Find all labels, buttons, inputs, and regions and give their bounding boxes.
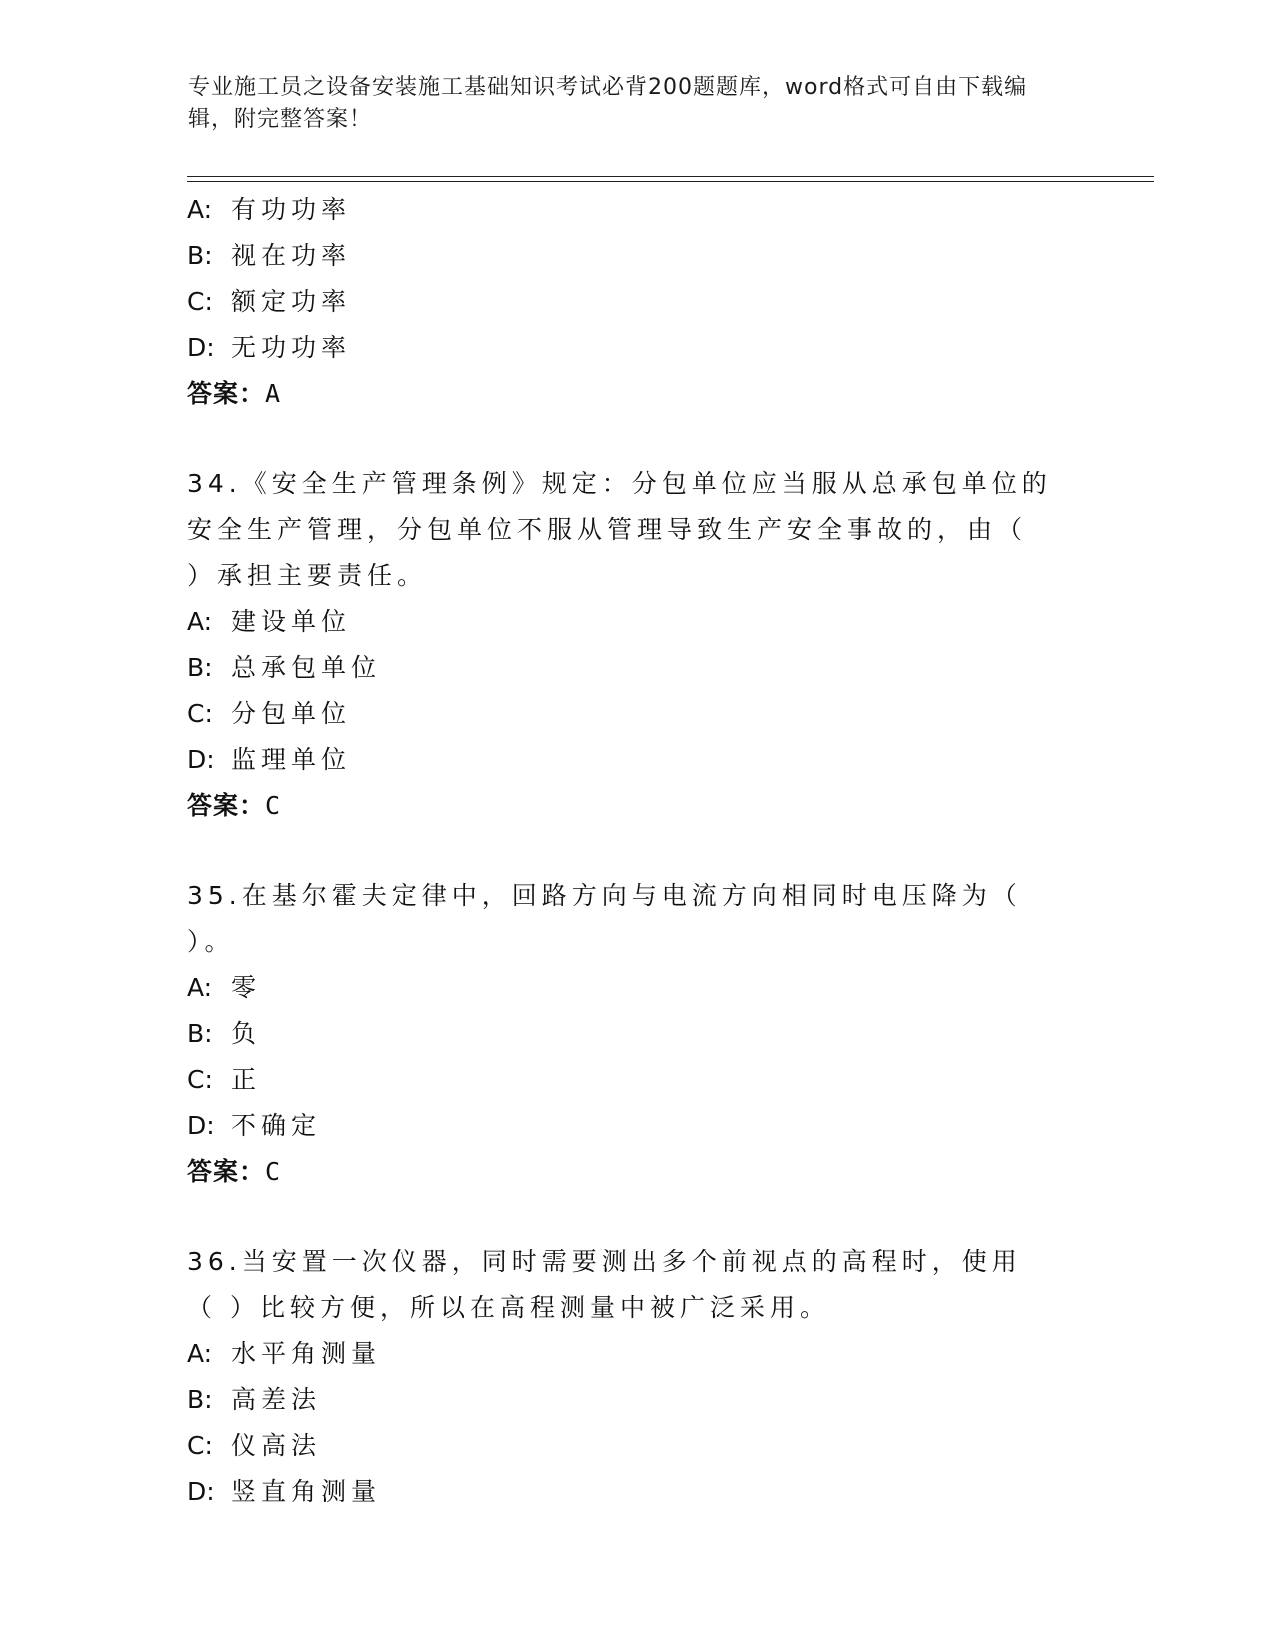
option-c xyxy=(187,691,1087,737)
document-header: 专业施工员之设备安装施工基础知识考试必背200题题库，word格式可自由下载编辑，附完整答案！ xyxy=(188,75,1028,132)
answer-label: 答案： xyxy=(187,791,266,820)
option-a xyxy=(187,965,1087,1011)
option-text: 有功功率 xyxy=(231,195,352,224)
option-a xyxy=(187,1331,1087,1377)
option-text: 建设单位 xyxy=(231,607,352,636)
header-divider-bottom xyxy=(187,181,1154,182)
option-key: A: xyxy=(187,195,213,224)
option-d xyxy=(187,1469,1087,1515)
option-text: 无功功率 xyxy=(231,333,352,362)
option-key: B: xyxy=(187,1019,213,1048)
option-key: D: xyxy=(187,1477,215,1506)
question-33 xyxy=(187,187,1087,417)
option-c xyxy=(187,279,1087,325)
answer-value: C xyxy=(265,791,282,820)
answer-label: 答案： xyxy=(187,1157,266,1186)
option-key: B: xyxy=(187,241,213,270)
answer-value: C xyxy=(265,1157,282,1186)
option-key: D: xyxy=(187,1111,215,1140)
option-d xyxy=(187,1103,1087,1149)
option-text: 监理单位 xyxy=(231,745,352,774)
option-key: D: xyxy=(187,333,215,362)
option-c xyxy=(187,1057,1087,1103)
option-text: 不确定 xyxy=(231,1111,322,1140)
option-key: A: xyxy=(187,607,213,636)
option-key: D: xyxy=(187,745,215,774)
option-key: B: xyxy=(187,653,213,682)
option-text: 水平角测量 xyxy=(231,1339,382,1368)
question-36 xyxy=(187,1239,1087,1515)
spacer xyxy=(187,1195,1087,1239)
option-key: B: xyxy=(187,1385,213,1414)
option-c xyxy=(187,1423,1087,1469)
answer-line xyxy=(187,1149,1087,1195)
question-stem: 35.在基尔霍夫定律中，回路方向与电流方向相同时电压降为（ ）。 xyxy=(187,881,1022,956)
answer-line xyxy=(187,783,1087,829)
option-b xyxy=(187,233,1087,279)
option-key: C: xyxy=(187,1431,213,1460)
option-a xyxy=(187,187,1087,233)
answer-value: A xyxy=(265,379,282,408)
option-text: 分包单位 xyxy=(231,699,352,728)
option-text: 高差法 xyxy=(231,1385,322,1414)
option-b xyxy=(187,1011,1087,1057)
option-text: 正 xyxy=(231,1065,262,1094)
question-34 xyxy=(187,461,1087,829)
option-b xyxy=(187,1377,1087,1423)
option-text: 负 xyxy=(231,1019,262,1048)
option-text: 竖直角测量 xyxy=(231,1477,382,1506)
option-b xyxy=(187,645,1087,691)
option-text: 视在功率 xyxy=(231,241,352,270)
option-text: 仪高法 xyxy=(231,1431,322,1460)
question-stem: 36.当安置一次仪器，同时需要测出多个前视点的高程时，使用（ ）比较方便，所以在高程测量中被广泛采用。 xyxy=(187,1247,1022,1322)
option-d xyxy=(187,325,1087,371)
option-text: 额定功率 xyxy=(231,287,352,316)
option-key: C: xyxy=(187,1065,213,1094)
header-divider-top xyxy=(187,176,1154,177)
spacer xyxy=(187,829,1087,873)
option-text: 零 xyxy=(231,973,262,1002)
question-list xyxy=(187,187,1087,1515)
question-35 xyxy=(187,873,1087,1195)
spacer xyxy=(187,417,1087,461)
question-stem: 34.《安全生产管理条例》规定：分包单位应当服从总承包单位的安全生产管理，分包单位不服从管理导致生产安全事故的，由（ ）承担主要责任。 xyxy=(187,469,1052,590)
option-key: A: xyxy=(187,973,213,1002)
option-key: A: xyxy=(187,1339,213,1368)
option-key: C: xyxy=(187,699,213,728)
answer-label: 答案： xyxy=(187,379,266,408)
option-a xyxy=(187,599,1087,645)
option-key: C: xyxy=(187,287,213,316)
option-d xyxy=(187,737,1087,783)
answer-line xyxy=(187,371,1087,417)
option-text: 总承包单位 xyxy=(231,653,382,682)
